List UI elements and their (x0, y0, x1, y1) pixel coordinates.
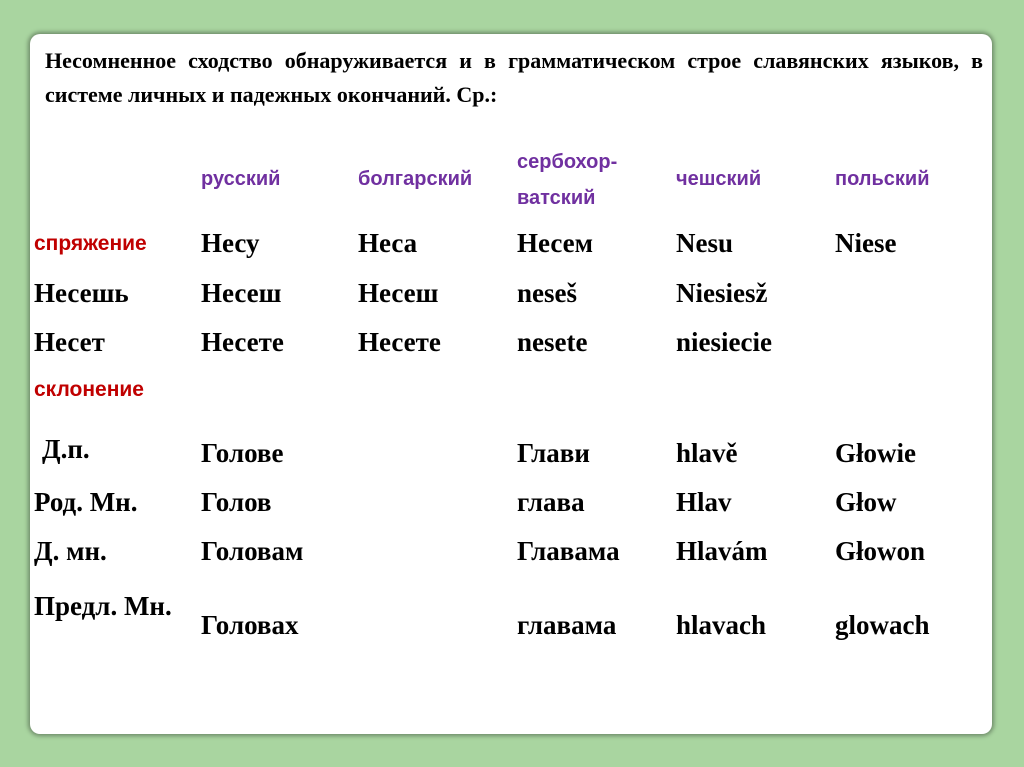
decl-form: Главама (517, 536, 620, 566)
decl-form: Голове (201, 438, 284, 468)
row-label: Несет (34, 327, 105, 357)
conj-form: Niesiesž (676, 278, 768, 308)
row-label: Д. мн. (34, 536, 107, 566)
row-label: Д.п. (42, 434, 90, 464)
conj-form: niesiecie (676, 327, 772, 357)
row-label: Предл. Мн. (34, 591, 172, 621)
decl-form: Глави (517, 438, 590, 468)
decl-form: глава (517, 487, 585, 517)
decl-form: Głowon (835, 536, 926, 566)
decl-form: Głow (835, 487, 897, 517)
lang-russian: русский (201, 168, 281, 190)
conj-form: Niese (835, 228, 897, 258)
conj-form: nesete (517, 327, 588, 357)
lang-serbo-croatian: сербохор-ватский (517, 151, 618, 209)
lang-polish: польский (835, 168, 930, 190)
conj-form: Несу (201, 228, 260, 258)
row-label: Несешь (34, 278, 129, 308)
decl-form: главама (517, 610, 617, 640)
intro-text: Несомненное сходство обнаруживается и в грамматическом строе славянских языков, в системе личных и падежных окончаний. Ср.: (45, 48, 983, 107)
lang-czech: чешский (676, 168, 762, 190)
decl-form: glowach (835, 610, 930, 640)
conj-form: Несете (358, 327, 441, 357)
decl-form: hlavach (676, 610, 767, 640)
section-conjugation: спряжение (34, 232, 147, 255)
section-declension: склонение (34, 378, 144, 401)
decl-form: Голов (201, 487, 272, 517)
conj-form: Несем (517, 228, 594, 258)
decl-form: Głowie (835, 438, 916, 468)
conj-form: Несете (201, 327, 284, 357)
row-label: Род. Мн. (34, 487, 138, 517)
decl-form: Hlavám (676, 536, 768, 566)
conj-form: Несеш (201, 278, 282, 308)
decl-form: Головах (201, 610, 299, 640)
conj-form: Nesu (676, 228, 734, 258)
lang-bulgarian: болгарский (358, 168, 473, 190)
conj-form: Неса (358, 228, 418, 258)
decl-form: hlavě (676, 438, 738, 468)
decl-form: Hlav (676, 487, 732, 517)
conj-form: Несеш (358, 278, 439, 308)
conj-form: neseš (517, 278, 577, 308)
decl-form: Головам (201, 536, 304, 566)
